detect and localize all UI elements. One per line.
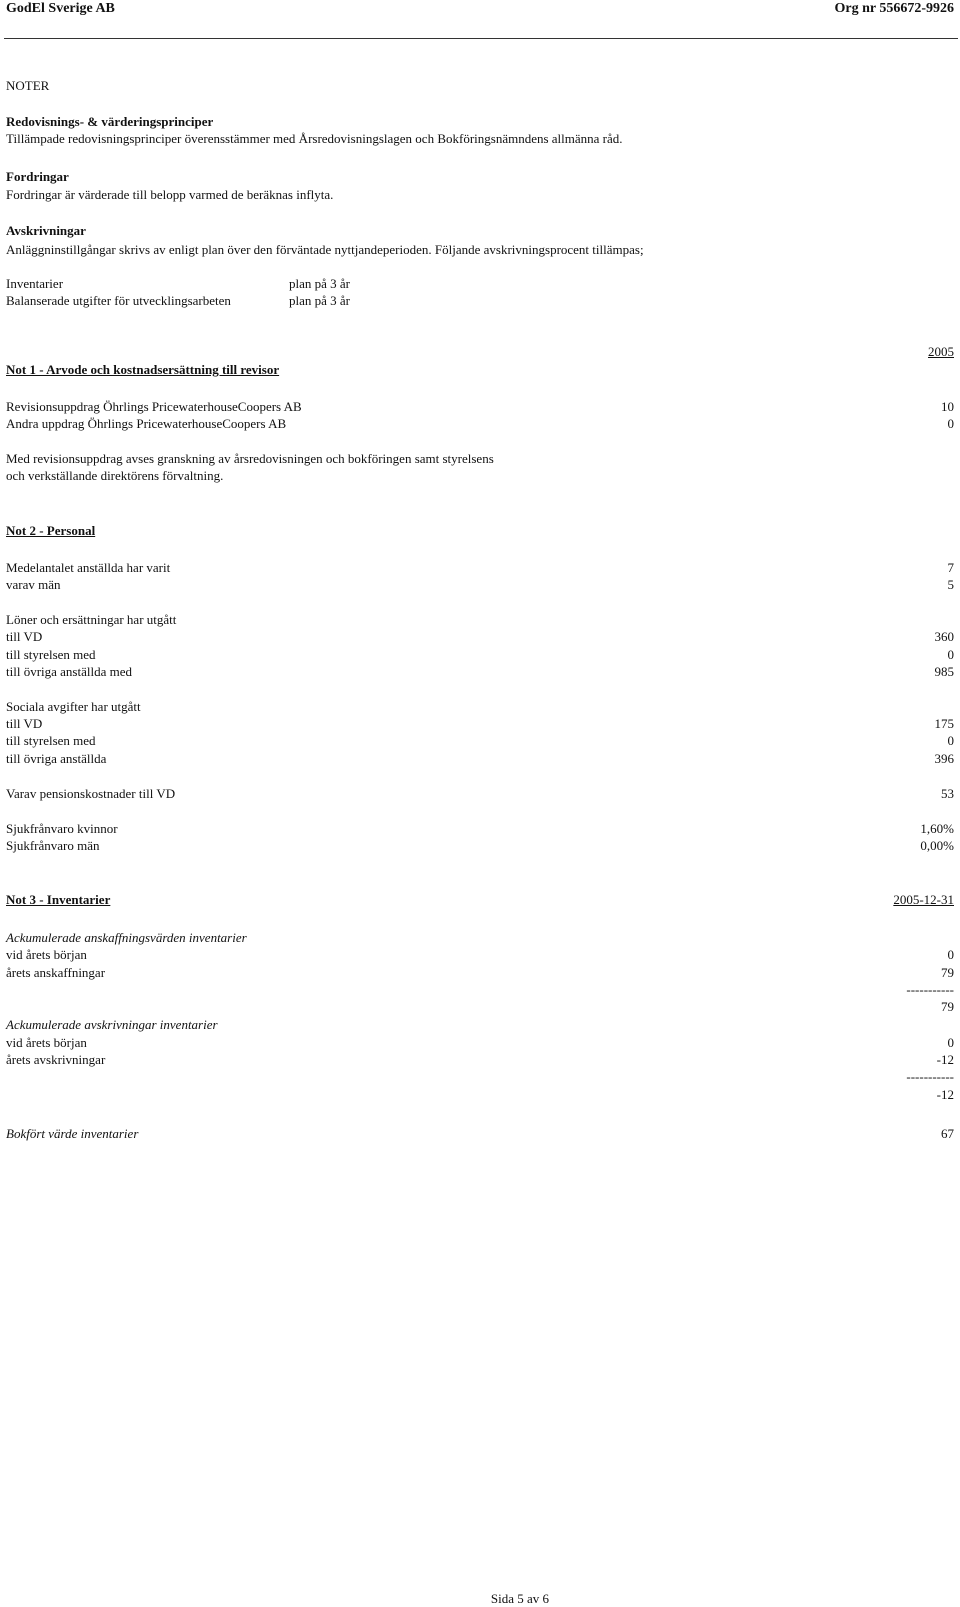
acq-row-label: årets anskaffningar <box>6 965 106 980</box>
not1-row-label: Revisionsuppdrag Öhrlings PricewaterhouseCoopers AB <box>6 399 302 414</box>
sick-row-value: 0,00% <box>920 838 954 853</box>
not1-heading: Not 1 - Arvode och kostnadsersättning till revisor <box>6 362 280 377</box>
header-divider <box>4 38 958 39</box>
salaries-row-label: till övriga anställda med <box>6 664 132 679</box>
book-value-label: Bokfört värde inventarier <box>6 1126 139 1141</box>
not1-row-value: 10 <box>941 399 954 414</box>
not2-heading: Not 2 - Personal <box>6 523 96 538</box>
salaries-row-value: 0 <box>947 647 954 662</box>
not1-row-value: 0 <box>947 416 954 431</box>
depreciation-heading: Avskrivningar <box>6 223 86 238</box>
social-row-label: till övriga anställda <box>6 751 107 766</box>
notes-title: NOTER <box>6 78 50 93</box>
not1-row-label: Andra uppdrag Öhrlings PricewaterhouseCoopers AB <box>6 416 287 431</box>
accounting-heading: Redovisnings- & värderingsprinciper <box>6 114 214 129</box>
not1-text-line2: och verkställande direktörens förvaltning. <box>6 468 224 483</box>
pension-value: 53 <box>941 786 954 801</box>
not2-row-label: Medelantalet anställda har varit <box>6 560 171 575</box>
pension-label: Varav pensionskostnader till VD <box>6 786 176 801</box>
acq-total: 79 <box>941 999 954 1014</box>
sick-row-value: 1,60% <box>920 821 954 836</box>
acq-row-label: vid årets början <box>6 947 87 962</box>
page-number: Sida 5 av 6 <box>490 1591 550 1606</box>
book-value: 67 <box>941 1126 954 1141</box>
not1-year: 2005 <box>928 344 954 359</box>
receivables-heading: Fordringar <box>6 169 69 184</box>
salaries-row-value: 985 <box>934 664 954 679</box>
dep-total: -12 <box>936 1087 954 1102</box>
acq-row-value: 0 <box>947 947 954 962</box>
salaries-row-value: 360 <box>934 629 954 644</box>
dep-row-value: -12 <box>936 1052 954 1067</box>
dep-row-value: 0 <box>947 1035 954 1050</box>
not3-heading: Not 3 - Inventarier <box>6 892 111 907</box>
depreciation-row-label: Balanserade utgifter för utvecklingsarbeten <box>6 293 231 308</box>
dep-row-label: vid årets början <box>6 1035 87 1050</box>
social-row-value: 396 <box>934 751 954 766</box>
social-row-label: till VD <box>6 716 43 731</box>
dep-row-label: årets avskrivningar <box>6 1052 106 1067</box>
dep-separator: ----------- <box>906 1069 954 1084</box>
not2-row-value: 5 <box>947 577 954 592</box>
social-heading: Sociala avgifter har utgått <box>6 699 141 714</box>
not3-date: 2005-12-31 <box>893 892 954 907</box>
depreciation-row-label: Inventarier <box>6 276 64 291</box>
not2-row-label: varav män <box>6 577 61 592</box>
acq-separator: ----------- <box>906 982 954 997</box>
salaries-heading: Löner och ersättningar har utgått <box>6 612 177 627</box>
social-row-label: till styrelsen med <box>6 733 96 748</box>
not2-row-value: 7 <box>947 560 954 575</box>
depreciation-text: Anläggninstillgångar skrivs av enligt plan över den förväntade nyttjandeperioden. Följande avskrivningsprocent tillämpas; <box>6 242 644 257</box>
acq-row-value: 79 <box>941 965 954 980</box>
accounting-text: Tillämpade redovisningsprinciper överensstämmer med Årsredovisningslagen och Bokföringsnämndens allmänna råd. <box>6 131 623 146</box>
salaries-row-label: till styrelsen med <box>6 647 96 662</box>
acq-heading: Ackumulerade anskaffningsvärden inventarier <box>6 930 247 945</box>
salaries-row-label: till VD <box>6 629 43 644</box>
dep-heading: Ackumulerade avskrivningar inventarier <box>6 1017 218 1032</box>
depreciation-row-value: plan på 3 år <box>289 276 351 291</box>
company-name: GodEl Sverige AB <box>6 1 115 16</box>
org-number: Org nr 556672-9926 <box>834 1 954 16</box>
sick-row-label: Sjukfrånvaro män <box>6 838 100 853</box>
social-row-value: 0 <box>947 733 954 748</box>
not1-text-line1: Med revisionsuppdrag avses granskning av årsredovisningen och bokföringen samt styrelsens <box>6 451 494 466</box>
social-row-value: 175 <box>934 716 954 731</box>
sick-row-label: Sjukfrånvaro kvinnor <box>6 821 118 836</box>
receivables-text: Fordringar är värderade till belopp varmed de beräknas inflyta. <box>6 187 334 202</box>
depreciation-row-value: plan på 3 år <box>289 293 351 308</box>
